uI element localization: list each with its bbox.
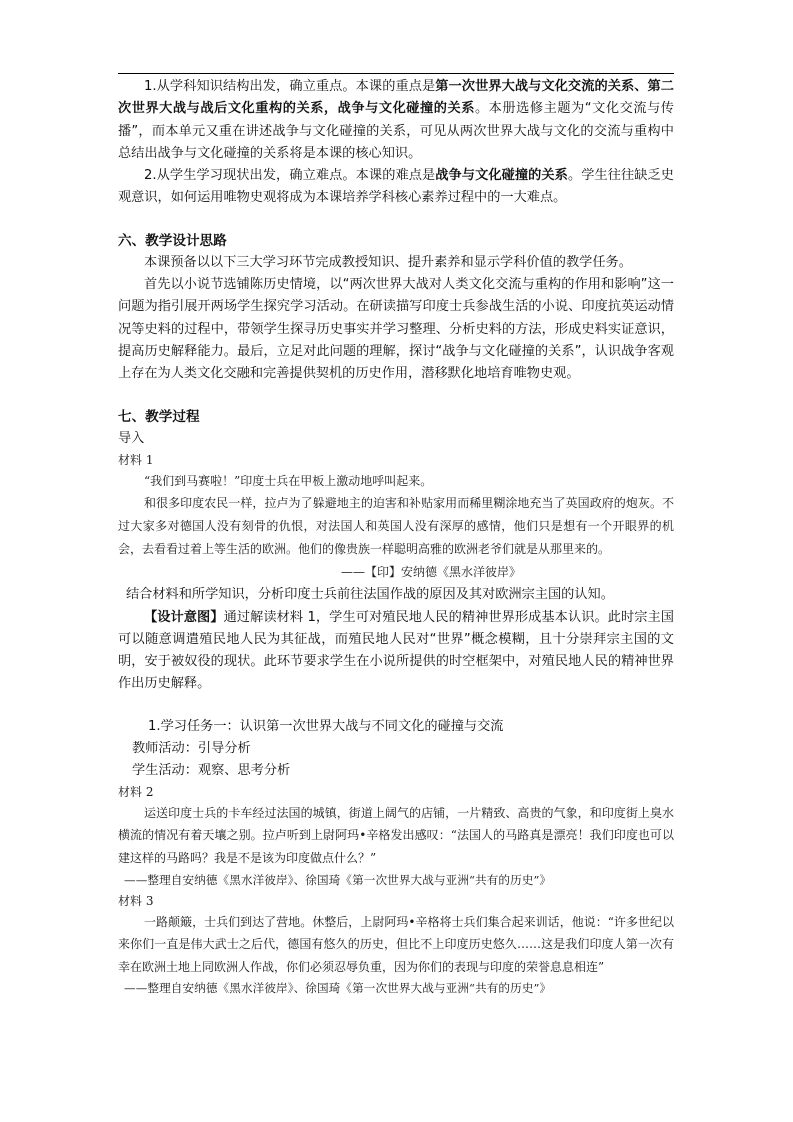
design-paragraph-2: 首先以小说节选铺陈历史情境，以“两次世界大战对人类文化交流与重构的作用和影响”这一问题为指引展开两场学生探究学习活动。在研读描写印度士兵参战生活的小说、印度抗英运动情况等史料的过程中，带领学生探寻历史事实并学习整理、分析史料的方法，形成史料实证意识，提高历史解释能力。最后，立足对此问题的理解，探讨“战争与文化碰撞的关系”，认识战争客观上存在为人类文化交融和完善提供契机的历史作用，潜移默化地培育唯物史观。 <box>118 277 674 382</box>
difficulty-intro: 2.从学生学习现状出发，确立难点。本课的难点是 <box>144 168 436 184</box>
header-rule <box>118 73 674 74</box>
material-2-quote: 运送印度士兵的卡车经过法国的城镇，街道上阔气的店铺，一片精致、高贵的气象，和印度街上臭水横流的情况有着天壤之别。拉卢听到上尉阿玛•辛格发出感叹：“法国人的马路真是漂亮！我们印度也可以建这样的马路吗？我是不是该为印度做点什么？” <box>118 805 674 865</box>
key-point-intro: 1.从学科知识结构出发，确立重点。本课的重点是 <box>144 79 436 94</box>
difficulty-rest: 。学生往往缺乏史观意识，如何运用唯物史观将成为本课培养学科核心素养过程中的一大难点。 <box>118 168 674 206</box>
key-point-rest: 。本册选修主题为“文化交流与传播”，而本单元又重在讲述战争与文化碰撞的关系，可见从两次世界大战与文化的交流与重构中总结出战争与文化碰撞的关系将是本课的核心知识。 <box>118 101 674 161</box>
difficulty-bold: 战争与文化碰撞的关系 <box>435 168 568 184</box>
intro-label: 导入 <box>118 430 145 446</box>
key-point-bold: 第一次世界大战与文化交流的关系、第二次世界大战与战后文化重构的关系，战争与文化碰撞的关系 <box>118 79 674 117</box>
design-intent <box>118 607 674 696</box>
design-intent-label: 【设计意图】 <box>144 609 224 625</box>
material-3-label: 材料 3 <box>118 893 154 908</box>
design-paragraph-1: 本课预备以以下三大学习环节完成教授知识、提升素养和显示学科价值的教学任务。 <box>144 254 632 270</box>
teacher-activity: 教师活动：引导分析 <box>132 740 251 756</box>
material-3-source: ——整理自安纳德《黑水洋彼岸》、徐国琦《第一次世界大战与亚洲“共有的历史”》 <box>124 981 552 996</box>
paragraph-difficulty <box>118 165 674 210</box>
material-2-source: ——整理自安纳德《黑水洋彼岸》、徐国琦《第一次世界大战与亚洲“共有的历史”》 <box>124 872 552 887</box>
spacer <box>118 210 674 230</box>
design-intent-text: 通过解读材料 1，学生可对殖民地人民的精神世界形成基本认识。此时宗主国可以随意调遣殖民地人民为其征战，而殖民地人民对“世界”概念模糊，且十分崇拜宗主国的文明，安于被奴役的现状。此环节要求学生在小说所提供的时空框架中，对殖民地人民的精神世界作出历史解释。 <box>118 609 674 692</box>
material-2-label: 材料 2 <box>118 784 154 799</box>
material-3-quote: 一路颠簸，士兵们到达了营地。休整后，上尉阿玛•辛格将士兵们集合起来训话，他说：“许多世纪以来你们一直是伟大武士之后代，德国有悠久的历史，但比不上印度历史悠久……这是我们印度人第一次有幸在欧洲土地上同欧洲人作战，你们必须忍辱负重，因为你们的表现与印度的荣誉息息相连” <box>118 914 674 974</box>
spacer <box>118 696 674 716</box>
paragraph-key-point <box>118 76 674 165</box>
student-activity: 学生活动：观察、思考分析 <box>132 762 291 778</box>
section-heading-process: 七、教学过程 <box>118 408 200 425</box>
document-content <box>118 76 674 999</box>
spacer <box>118 386 674 406</box>
material-1-label: 材料 1 <box>118 452 154 467</box>
material-1-quote-1: “我们到马赛啦！”印度士兵在甲板上激动地呼叫起来。 <box>144 473 433 488</box>
learning-task-1: 1.学习任务一：认识第一次世界大战与不同文化的碰撞与交流 <box>148 718 504 734</box>
material-1-quote-2: 和很多印度农民一样，拉卢为了躲避地主的迫害和补贴家用而稀里糊涂地充当了英国政府的炮灰。不过大家多对德国人没有刻骨的仇恨，对法国人和英国人没有深厚的感情，他们只是想有一个开眼界的机会，去看看过着上等生活的欧洲。他们的像贵族一样聪明高雅的欧洲老爷们就是从那里来的。 <box>118 496 674 556</box>
question-1: 结合材料和所学知识，分析印度士兵前往法国作战的原因及其对欧洲宗主国的认知。 <box>126 587 614 603</box>
section-heading-design: 六、教学设计思路 <box>118 232 227 249</box>
material-1-source: ——【印】安纳德《黑水洋彼岸》 <box>340 565 521 580</box>
